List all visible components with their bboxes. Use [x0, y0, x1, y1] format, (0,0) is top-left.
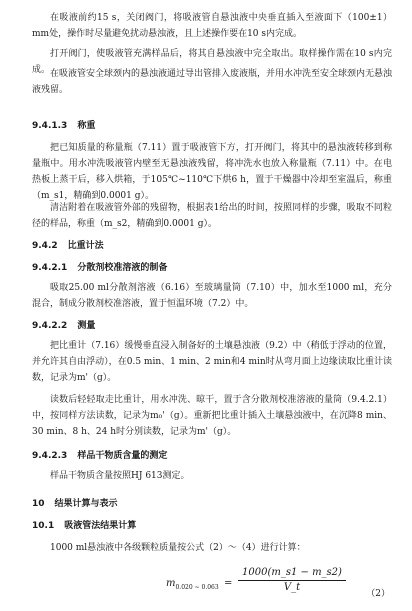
paragraph-block-dry [32, 468, 392, 484]
formula-fraction [238, 566, 346, 595]
section-heading-942 [32, 238, 392, 254]
section-title: 样品干物质含量的测定 [77, 451, 168, 461]
paragraph-block-meas2 [32, 392, 392, 440]
formula-number: （2） [366, 589, 390, 599]
section-number: 9.4.1.3 [32, 121, 68, 131]
paragraph-block-3 [32, 66, 392, 98]
section-number: 9.4.2.2 [32, 321, 68, 331]
paragraph-block-calc [32, 540, 392, 556]
section-heading-9421 [32, 260, 392, 276]
section-heading-10 [32, 496, 392, 512]
formula-numerator: 1000(m_s1 − m_s2) [238, 566, 346, 581]
paragraph-block-calib [32, 280, 392, 312]
equals-sign: = [224, 578, 233, 589]
paragraph: 把已知质量的称量瓶（7.11）置于吸液管下方，打开阀门，将其中的悬浊液转移到称量瓶中。用水冲洗吸液管内壁至无悬浊液残留，将冲洗水也放入称量瓶（7.11）中。在电热板上蒸干后，移入烘箱，于105℃~110℃下烘6 h，置于干燥器中冷却至室温后，称重（m_s1，精确到0.0001 g）。 [32, 143, 392, 201]
section-title: 比重计法 [67, 241, 104, 251]
paragraph: 样品干物质含量按照HJ 613测定。 [50, 471, 190, 481]
formula-lhs [166, 578, 219, 591]
formula-lhs-symbol: m [166, 578, 176, 589]
paragraph-block-meas1 [32, 338, 392, 386]
section-heading-101 [32, 518, 392, 534]
section-heading-9413 [32, 118, 392, 134]
paragraph: 在吸液前约15 s，关闭阀门，将吸液管自悬浊液中央垂直插入至液面下（100±1）mm处，操作时尽量避免扰动悬浊液，且上述操作要在10 s内完成。 [32, 13, 392, 39]
paragraph-block-weigh2 [32, 200, 392, 232]
section-title: 吸液管法结果计算 [64, 521, 137, 531]
paragraph-block-1 [32, 10, 392, 42]
section-heading-9422 [32, 318, 392, 334]
section-number: 9.4.2 [32, 241, 58, 251]
section-title: 称重 [77, 121, 96, 131]
paragraph: 吸取25.00 ml分散剂溶液（6.16）至玻璃量筒（7.10）中，加水至1000 ml，充分混合，制成分散剂校准溶液，置于恒温环境（7.2）中。 [32, 283, 392, 309]
section-heading-9423 [32, 448, 392, 464]
formula-lhs-subscript: 0.020 ~ 0.063 [175, 584, 219, 591]
section-title: 分散剂校准溶液的制备 [77, 263, 168, 273]
formula-2 [32, 566, 392, 600]
paragraph: 打开阀门，使吸液管充满样品后，将其自悬浊液中完全取出。取样操作需在10 s内完成。 [32, 49, 392, 75]
section-number: 10.1 [32, 521, 55, 531]
paragraph: 把比重计（7.16）缓慢垂直浸入制备好的土壤悬浊液（9.2）中（稍低于浮动的位置，并允许其自由浮动），在0.5 min、1 min、2 min和4 min时从弯月面上边缘读取比重计读数，记录为m'（g）。 [32, 341, 392, 383]
paragraph: 读数后轻轻取走比重计，用水冲洗、晾干，置于含分散剂校准溶液的量筒（9.4.2.1）中，按同样方法读数，记录为m₀'（g）。重新把比重计插入土壤悬浊液中，在沉降8 min、30 min、8 h、24 h时分别读数，记录为m'（g）。 [32, 395, 392, 437]
paragraph: 1000 ml悬浊液中各级颗粒质量按公式（2）～（4）进行计算： [50, 543, 306, 553]
formula-denominator: V_t [283, 582, 301, 593]
section-title: 结果计算与表示 [54, 499, 118, 509]
paragraph: 在吸液管安全球颈内的悬浊液通过导出管排入废液瓶，并用水冲洗至安全球颈内无悬浊液残留。 [32, 69, 393, 95]
section-number: 9.4.2.3 [32, 451, 68, 461]
paragraph: 清洁附着在吸液管外部的残留物，根据表1给出的时间，按照同样的步骤，吸取不同粒径的样品，称重（m_s2，精确到0.0001 g）。 [32, 203, 392, 229]
paragraph-block-weigh1 [32, 140, 392, 204]
section-number: 10 [32, 499, 45, 509]
section-title: 测量 [77, 321, 96, 331]
section-number: 9.4.2.1 [32, 263, 68, 273]
